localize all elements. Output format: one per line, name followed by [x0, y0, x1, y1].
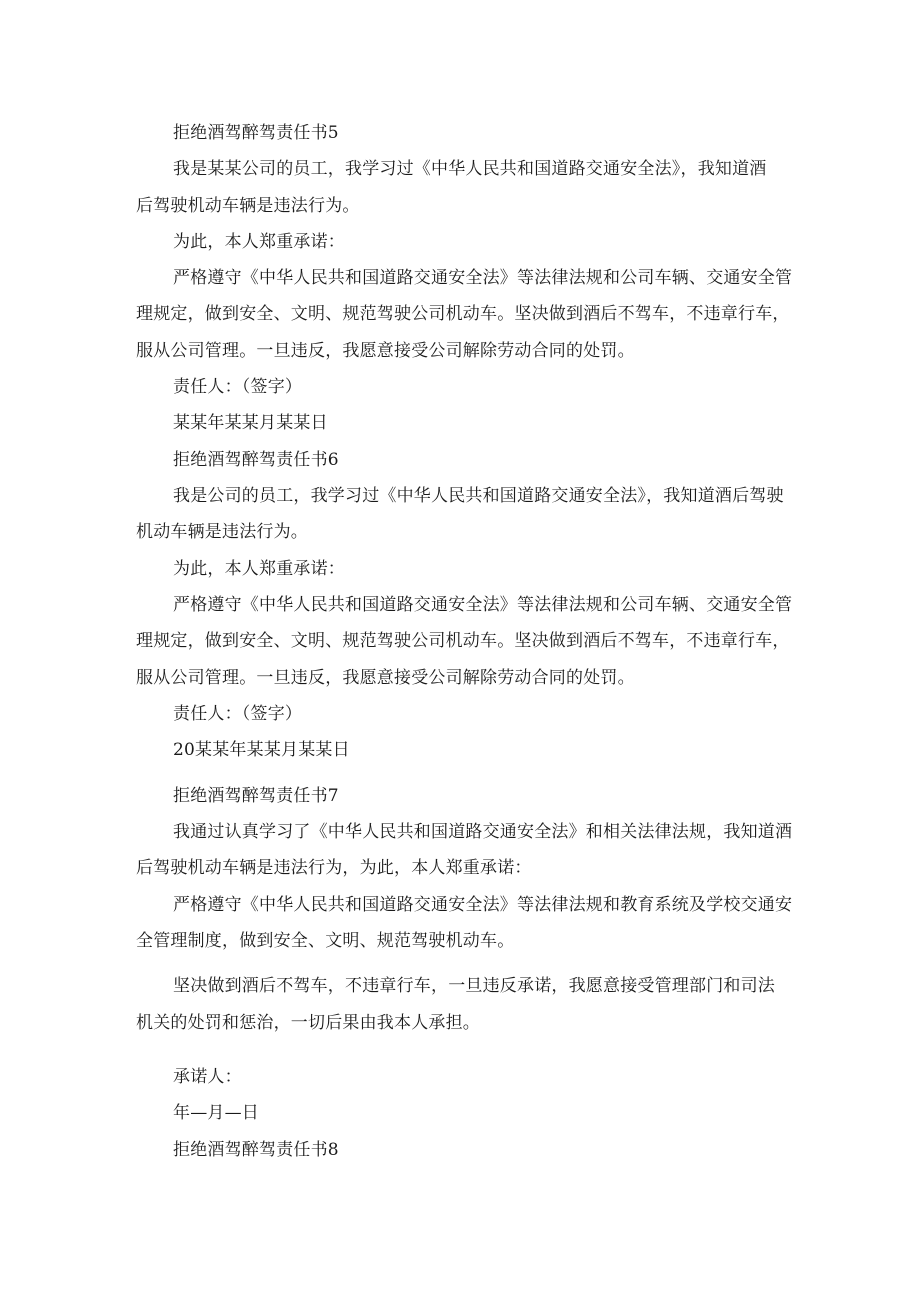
paragraph-line: 严格遵守《中华人民共和国道路交通安全法》等法律法规和教育系统及学校交通安 [173, 895, 793, 915]
paragraph-line: 严格遵守《中华人民共和国道路交通安全法》等法律法规和公司车辆、交通安全管 [173, 268, 793, 288]
paragraph-line: 严格遵守《中华人民共和国道路交通安全法》等法律法规和公司车辆、交通安全管 [173, 595, 793, 615]
signer-label: 责任人：（签字） [173, 377, 303, 397]
paragraph-line: 我是公司的员工，我学习过《中华人民共和国道路交通安全法》，我知道酒后驾驶 [173, 486, 784, 506]
date-line: 某某年某某月某某日 [173, 413, 328, 433]
paragraph-line: 后驾驶机动车辆是违法行为。 [136, 196, 360, 216]
section-title: 拒绝酒驾醉驾责任书6 [173, 450, 339, 470]
paragraph-line: 机动车辆是违法行为。 [136, 522, 308, 542]
paragraph-line: 理规定，做到安全、文明、规范驾驶公司机动车。坚决做到酒后不驾车，不违章行车， [136, 304, 790, 324]
date-line: 年—月—日 [173, 1103, 259, 1123]
pledge-intro: 为此，本人郑重承诺： [173, 232, 345, 252]
section-title: 拒绝酒驾醉驾责任书5 [173, 123, 339, 143]
paragraph-line: 机关的处罚和惩治，一切后果由我本人承担。 [136, 1013, 480, 1033]
section-title: 拒绝酒驾醉驾责任书7 [173, 786, 339, 806]
paragraph-line: 理规定，做到安全、文明、规范驾驶公司机动车。坚决做到酒后不驾车，不违章行车， [136, 631, 790, 651]
signer-label: 责任人：（签字） [173, 704, 303, 724]
paragraph-line: 后驾驶机动车辆是违法行为，为此，本人郑重承诺： [136, 858, 532, 878]
paragraph-line: 我是某某公司的员工，我学习过《中华人民共和国道路交通安全法》，我知道酒 [173, 159, 767, 179]
paragraph-line: 服从公司管理。一旦违反，我愿意接受公司解除劳动合同的处罚。 [136, 668, 635, 688]
pledge-intro: 为此，本人郑重承诺： [173, 559, 345, 579]
paragraph-line: 坚决做到酒后不驾车，不违章行车，一旦违反承诺，我愿意接受管理部门和司法 [173, 976, 775, 996]
paragraph-line: 全管理制度，做到安全、文明、规范驾驶机动车。 [136, 931, 515, 951]
date-line: 20某某年某某月某某日 [173, 740, 350, 760]
paragraph-line: 我通过认真学习了《中华人民共和国道路交通安全法》和相关法律法规，我知道酒 [173, 822, 793, 842]
paragraph-line: 服从公司管理。一旦违反，我愿意接受公司解除劳动合同的处罚。 [136, 341, 635, 361]
section-title: 拒绝酒驾醉驾责任书8 [173, 1140, 339, 1160]
signer-label: 承诺人： [173, 1067, 242, 1087]
